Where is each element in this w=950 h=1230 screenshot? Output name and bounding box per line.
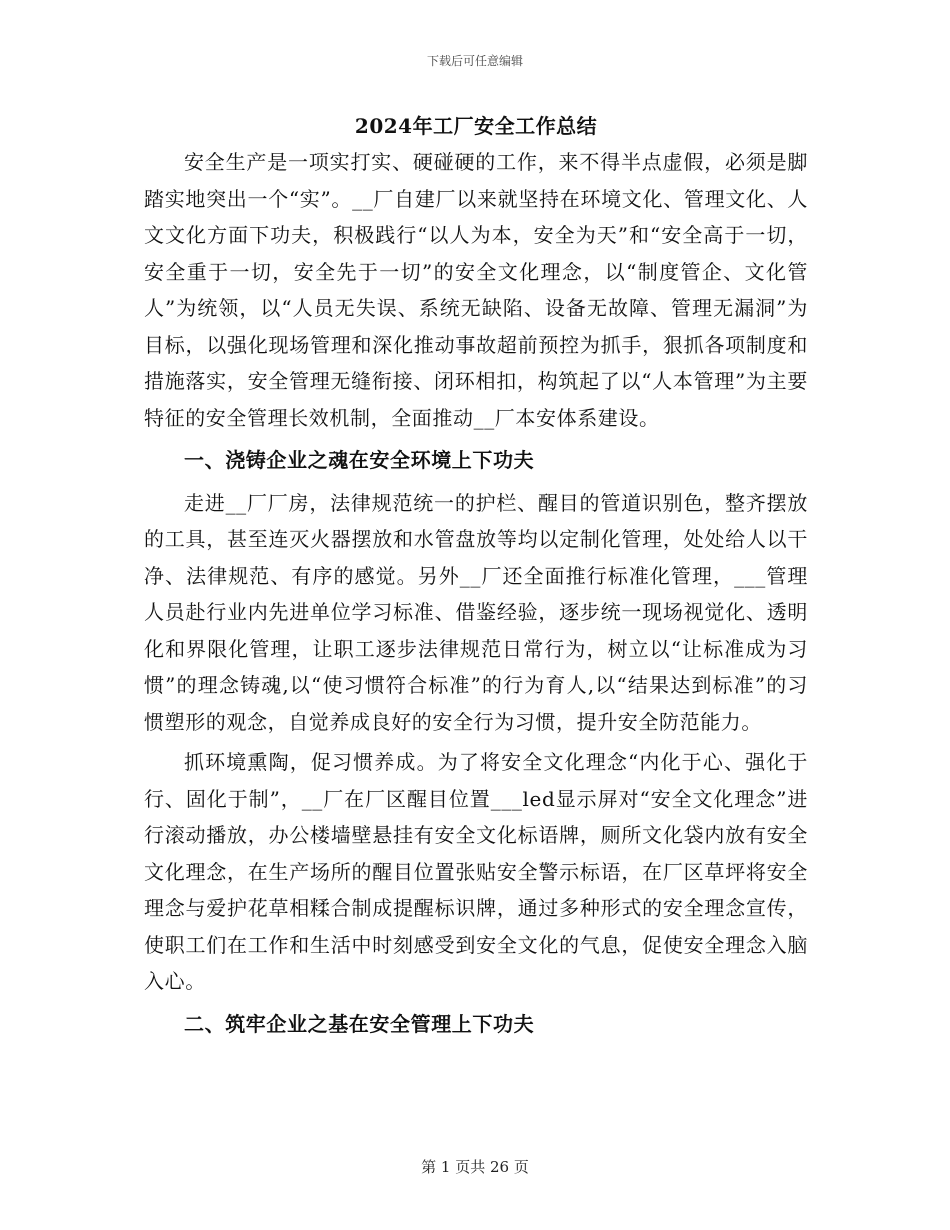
- section-1-paragraph-2: 抓环境熏陶，促习惯养成。为了将安全文化理念“内化于心、强化于行、固化于制”，__厂在厂区醒目位置___led显示屏对“安全文化理念”进行滚动播放，办公楼墙壁悬挂有安全文化标语牌，厕所文化袋内放有安全文化理念，在生产场所的醒目位置张贴安全警示标语，在厂区草坪将安全理念与爱护花草相糅合制成提醒标识牌，通过多种形式的安全理念宣传，使职工们在工作和生活中时刻感受到安全文化的气息，促使安全理念入脑入心。: [144, 750, 808, 993]
- intro-paragraph: 安全生产是一项实打实、硬碰硬的工作，来不得半点虚假，必须是脚踏实地突出一个“实”。__厂自建厂以来就坚持在环境文化、管理文化、人文文化方面下功夫，积极践行“以人为本，安全为天”和“安全高于一切，安全重于一切，安全先于一切”的安全文化理念，以“制度管企、文化管人”为统领，以“人员无失误、系统无缺陷、设备无故障、管理无漏洞”为目标，以强化现场管理和深化推动事故超前预控为抓手，狠抓各项制度和措施落实，安全管理无缝衔接、闭环相扣，构筑起了以“人本管理”为主要特征的安全管理长效机制，全面推动__厂本安体系建设。: [144, 150, 808, 430]
- section-1-paragraph-1: 走进__厂厂房，法律规范统一的护栏、醒目的管道识别色，整齐摆放的工具，甚至连灭火器摆放和水管盘放等均以定制化管理，处处给人以干净、法律规范、有序的感觉。另外__厂还全面推行标准化管理，___管理人员赴行业内先进单位学习标准、借鉴经验，逐步统一现场视觉化、透明化和界限化管理，让职工逐步法律规范日常行为，树立以“让标准成为习惯”的理念铸魂,以“使习惯符合标准”的行为育人,以“结果达到标准”的习惯塑形的观念，自觉养成良好的安全行为习惯，提升安全防范能力。: [144, 490, 808, 734]
- document-title: 2024年工厂安全工作总结: [354, 114, 598, 138]
- section-2-heading: 二、筑牢企业之基在安全管理上下功夫: [184, 1011, 535, 1036]
- page-footer: 第 1 页共 26 页: [421, 1158, 529, 1176]
- page-header: 下载后可任意编辑: [426, 54, 523, 68]
- document-body: [144, 108, 808, 1048]
- section-1-heading: 一、浇铸企业之魂在安全环境上下功夫: [184, 448, 535, 472]
